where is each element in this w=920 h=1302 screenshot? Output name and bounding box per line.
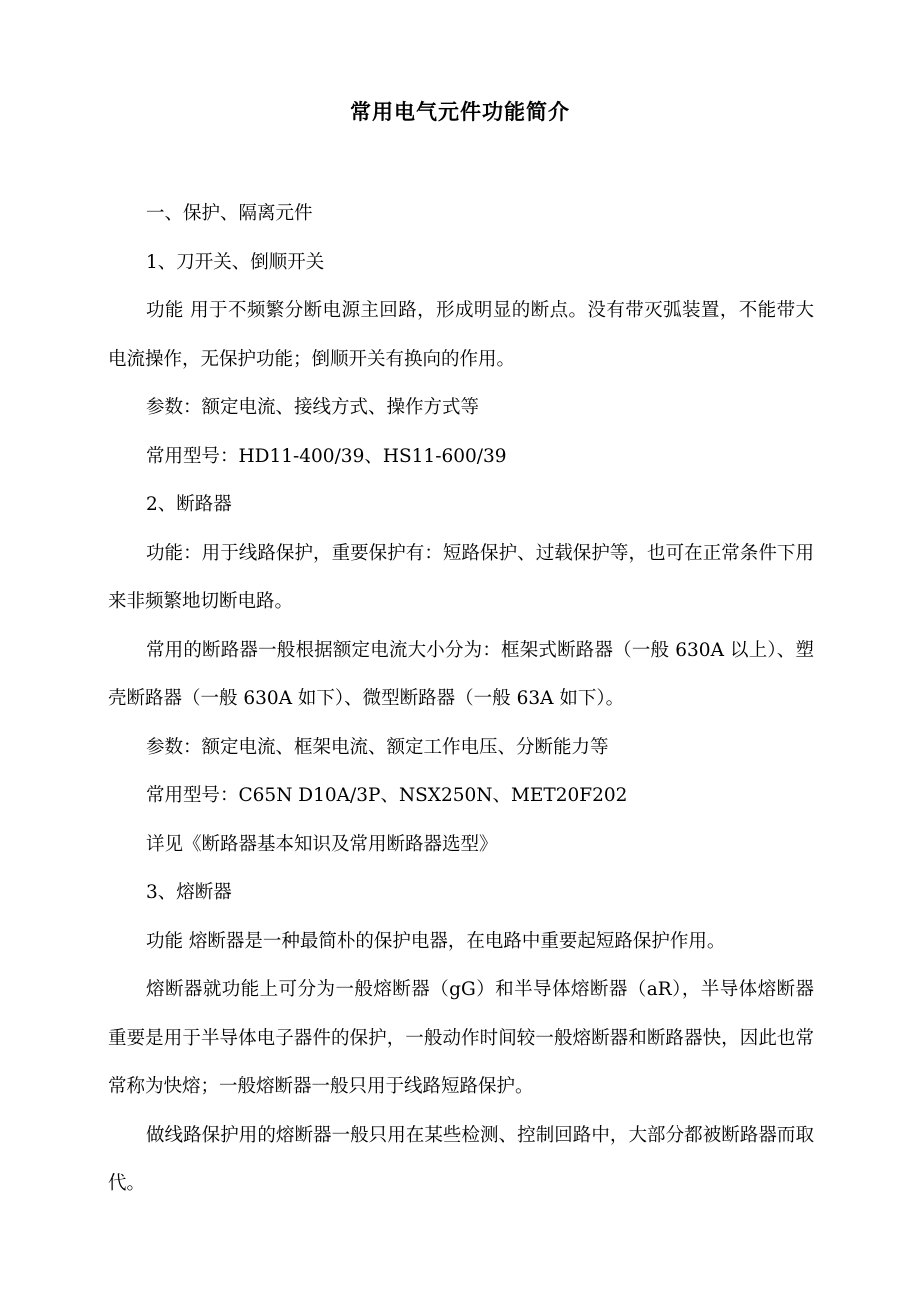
paragraph-knife-switch-function: 功能 用于不频繁分断电源主回路，形成明显的断点。没有带灭弧装置，不能带大电流操作，无保护功能；倒顺开关有换向的作用。 (108, 300, 814, 370)
paragraph-fuse-usage: 做线路保护用的熔断器一般只用在某些检测、控制回路中，大部分都被断路器而取代。 (108, 1124, 814, 1194)
paragraph-fuse-function: 功能 熔断器是一种最简朴的保护电器，在电路中重要起短路保护作用。 (146, 930, 726, 952)
paragraph-breaker-params: 参数：额定电流、框架电流、额定工作电压、分断能力等 (146, 736, 609, 758)
subsection-heading-breaker: 2、断路器 (146, 494, 232, 515)
document-body (108, 190, 814, 1209)
document-title: 常用电气元件功能简介 (350, 99, 570, 124)
paragraph-fuse-types: 熔断器就功能上可分为一般熔断器（gG）和半导体熔断器（aR），半导体熔断器重要是用于半导体电子器件的保护，一般动作时间较一般熔断器和断路器快，因此也常常称为快熔；一般熔断器一般只用于线路短路保护。 (108, 979, 814, 1097)
subsection-heading-knife-switch: 1、刀开关、倒顺开关 (146, 251, 325, 273)
section-heading-protection: 一、保护、隔离元件 (146, 203, 313, 224)
paragraph-knife-switch-params: 参数：额定电流、接线方式、操作方式等 (146, 397, 480, 418)
subsection-heading-fuse: 3、熔断器 (146, 882, 232, 903)
paragraph-breaker-types: 常用的断路器一般根据额定电流大小分为：框架式断路器（一般 630A 以上）、塑壳断路器（一般 630A 如下）、微型断路器（一般 63A 如下）。 (108, 639, 814, 709)
paragraph-breaker-models: 常用型号：C65N D10A/3P、NSX250N、MET20F202 (146, 785, 628, 806)
paragraph-breaker-function: 功能：用于线路保护，重要保护有：短路保护、过载保护等，也可在正常条件下用来非频繁地切断电路。 (108, 542, 814, 612)
paragraph-knife-switch-models: 常用型号：HD11-400/39、HS11-600/39 (146, 445, 507, 467)
paragraph-breaker-reference: 详见《断路器基本知识及常用断路器选型》 (146, 833, 498, 855)
